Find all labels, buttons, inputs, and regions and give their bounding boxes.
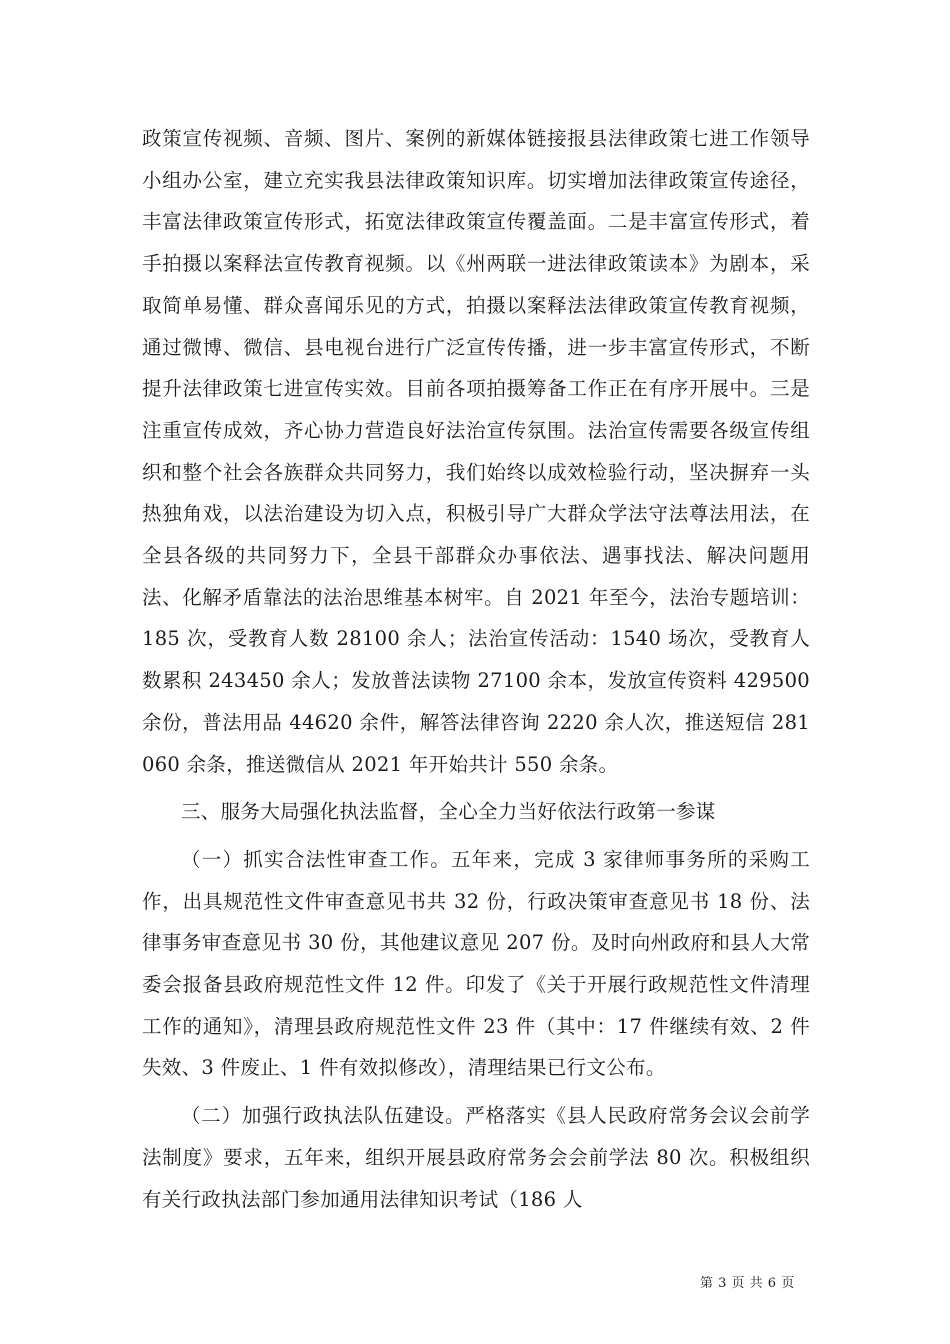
paragraph-continuation: 政策宣传视频、音频、图片、案例的新媒体链接报县法律政策七进工作领导小组办公室，建立充实我县法律政策知识库。切实增加法律政策宣传途径，丰富法律政策宣传形式，拓宽法律政策宣传覆盖面。二是丰富宣传形式，着手拍摄以案释法宣传教育视频。以《州两联一进法律政策读本》为剧本，采取简单易懂、群众喜闻乐见的方式，拍摄以案释法法律政策宣传教育视频，通过微博、微信、县电视台进行广泛宣传传播，进一步丰富宣传形式，不断提升法律政策七进宣传实效。目前各项拍摄筹备工作正在有序开展中。三是注重宣传成效，齐心协力营造良好法治宣传氛围。法治宣传需要各级宣传组织和整个社会各族群众共同努力，我们始终以成效检验行动，坚决摒弃一头热独角戏，以法治建设为切入点，积极引导广大群众学法守法尊法用法，在全县各级的共同努力下，全县干部群众办事依法、遇事找法、解决问题用法、化解矛盾靠法的法治思维基本树牢。自 2021 年至今，法治专题培训：185 次，受教育人数 28100 余人；法治宣传活动：1540 场次，受教育人数累积 243450 余人；发放普法读物 27100 余本，发放宣传资料 429500 余份，普法用品 44620 余件，解答法律咨询 2220 余人次，推送短信 281060 余条，推送微信从 2021 年开始共计 550 余条。 — [142, 127, 810, 776]
document-body — [142, 118, 810, 1220]
paragraph-enforcement-team: （二）加强行政执法队伍建设。严格落实《县人民政府常务会议会前学法制度》要求，五年来，组织开展县政府常务会会前学法 80 次。积极组织有关行政执法部门参加通用法律知识考试（186 人 — [142, 1104, 810, 1211]
page-number-footer: 第 3 页 共 6 页 — [700, 1276, 795, 1291]
section-heading-three: 三、服务大局强化执法监督，全心全力当好依法行政第一参谋 — [181, 800, 716, 824]
paragraph-legality-review: （一）抓实合法性审查工作。五年来，完成 3 家律师事务所的采购工作，出具规范性文件审查意见书共 32 份，行政决策审查意见书 18 份、法律事务审查意见书 30 份，其他建议意见 207 份。及时向州政府和县人大常委会报备县政府规范性文件 12 件。印发了《关于开展行政规范性文件清理工作的通知》，清理县政府规范性文件 23 件（其中：17 件继续有效、2 件失效、3 件废止、1 件有效拟修改），清理结果已行文公布。 — [142, 847, 810, 1080]
